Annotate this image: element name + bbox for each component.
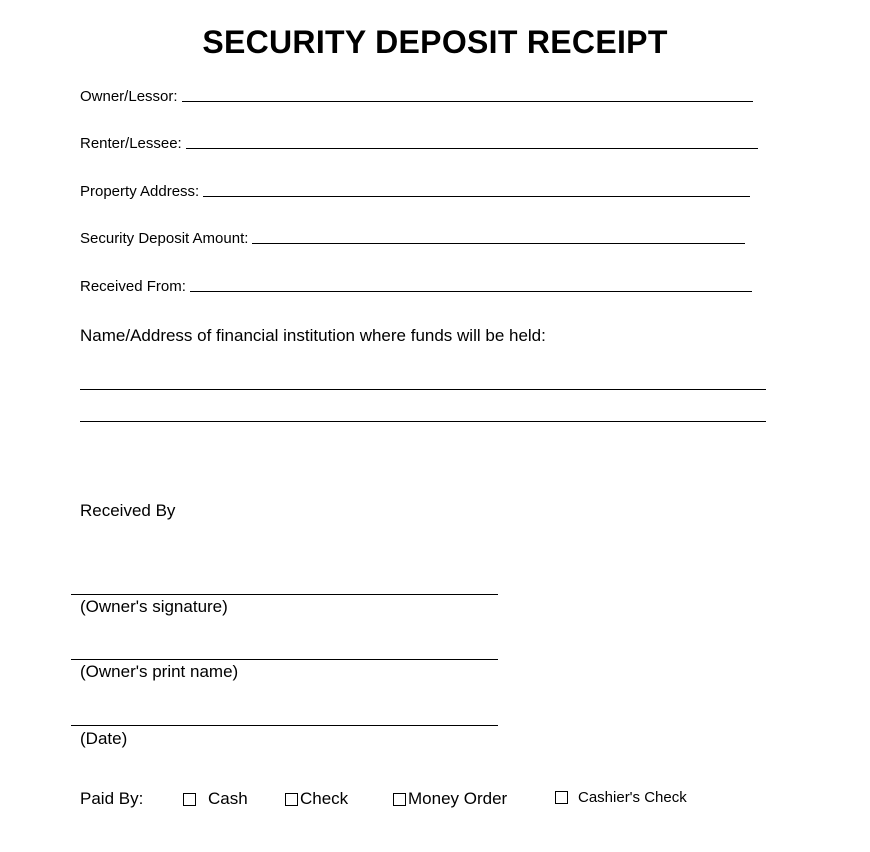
owner-signature-caption: (Owner's signature) — [80, 597, 228, 616]
property-address-label: Property Address: — [80, 183, 200, 200]
financial-institution-line-2[interactable] — [80, 421, 766, 422]
money-order-checkbox[interactable] — [393, 793, 406, 806]
cash-label: Cash — [208, 789, 248, 808]
owner-lessor-field[interactable] — [80, 88, 753, 105]
received-by-label: Received By — [80, 501, 176, 520]
payment-option-cash[interactable] — [183, 789, 248, 809]
money-order-label: Money Order — [408, 789, 508, 808]
property-address-field[interactable] — [80, 183, 750, 200]
security-deposit-amount-field[interactable] — [80, 230, 745, 247]
owner-signature-line[interactable] — [71, 594, 498, 595]
check-checkbox[interactable] — [285, 793, 298, 806]
check-label: Check — [300, 789, 349, 808]
cashiers-check-checkbox[interactable] — [555, 791, 568, 804]
security-deposit-amount-line[interactable] — [252, 242, 745, 244]
date-line[interactable] — [71, 725, 498, 726]
owner-lessor-line[interactable] — [182, 100, 753, 102]
renter-lessee-line[interactable] — [186, 147, 758, 149]
document-title: SECURITY DEPOSIT RECEIPT — [202, 24, 668, 60]
financial-institution-label: Name/Address of financial institution where funds will be held: — [80, 326, 546, 345]
renter-lessee-label: Renter/Lessee: — [80, 135, 182, 152]
financial-institution-line-1[interactable] — [80, 389, 766, 390]
paid-by-label: Paid By: — [80, 789, 144, 808]
owner-lessor-label: Owner/Lessor: — [80, 88, 178, 105]
received-from-label: Received From: — [80, 278, 186, 295]
payment-option-cashiers-check[interactable] — [555, 789, 687, 806]
date-caption: (Date) — [80, 729, 128, 748]
security-deposit-amount-label: Security Deposit Amount: — [80, 230, 249, 247]
cashiers-check-label: Cashier's Check — [578, 789, 687, 806]
owner-print-name-line[interactable] — [71, 659, 498, 660]
owner-print-name-caption: (Owner's print name) — [80, 662, 239, 681]
received-from-line[interactable] — [190, 290, 752, 292]
payment-option-money-order[interactable] — [393, 789, 507, 809]
received-from-field[interactable] — [80, 278, 752, 295]
cash-checkbox[interactable] — [183, 793, 196, 806]
renter-lessee-field[interactable] — [80, 135, 758, 152]
payment-option-check[interactable] — [285, 789, 348, 809]
property-address-line[interactable] — [203, 195, 750, 197]
